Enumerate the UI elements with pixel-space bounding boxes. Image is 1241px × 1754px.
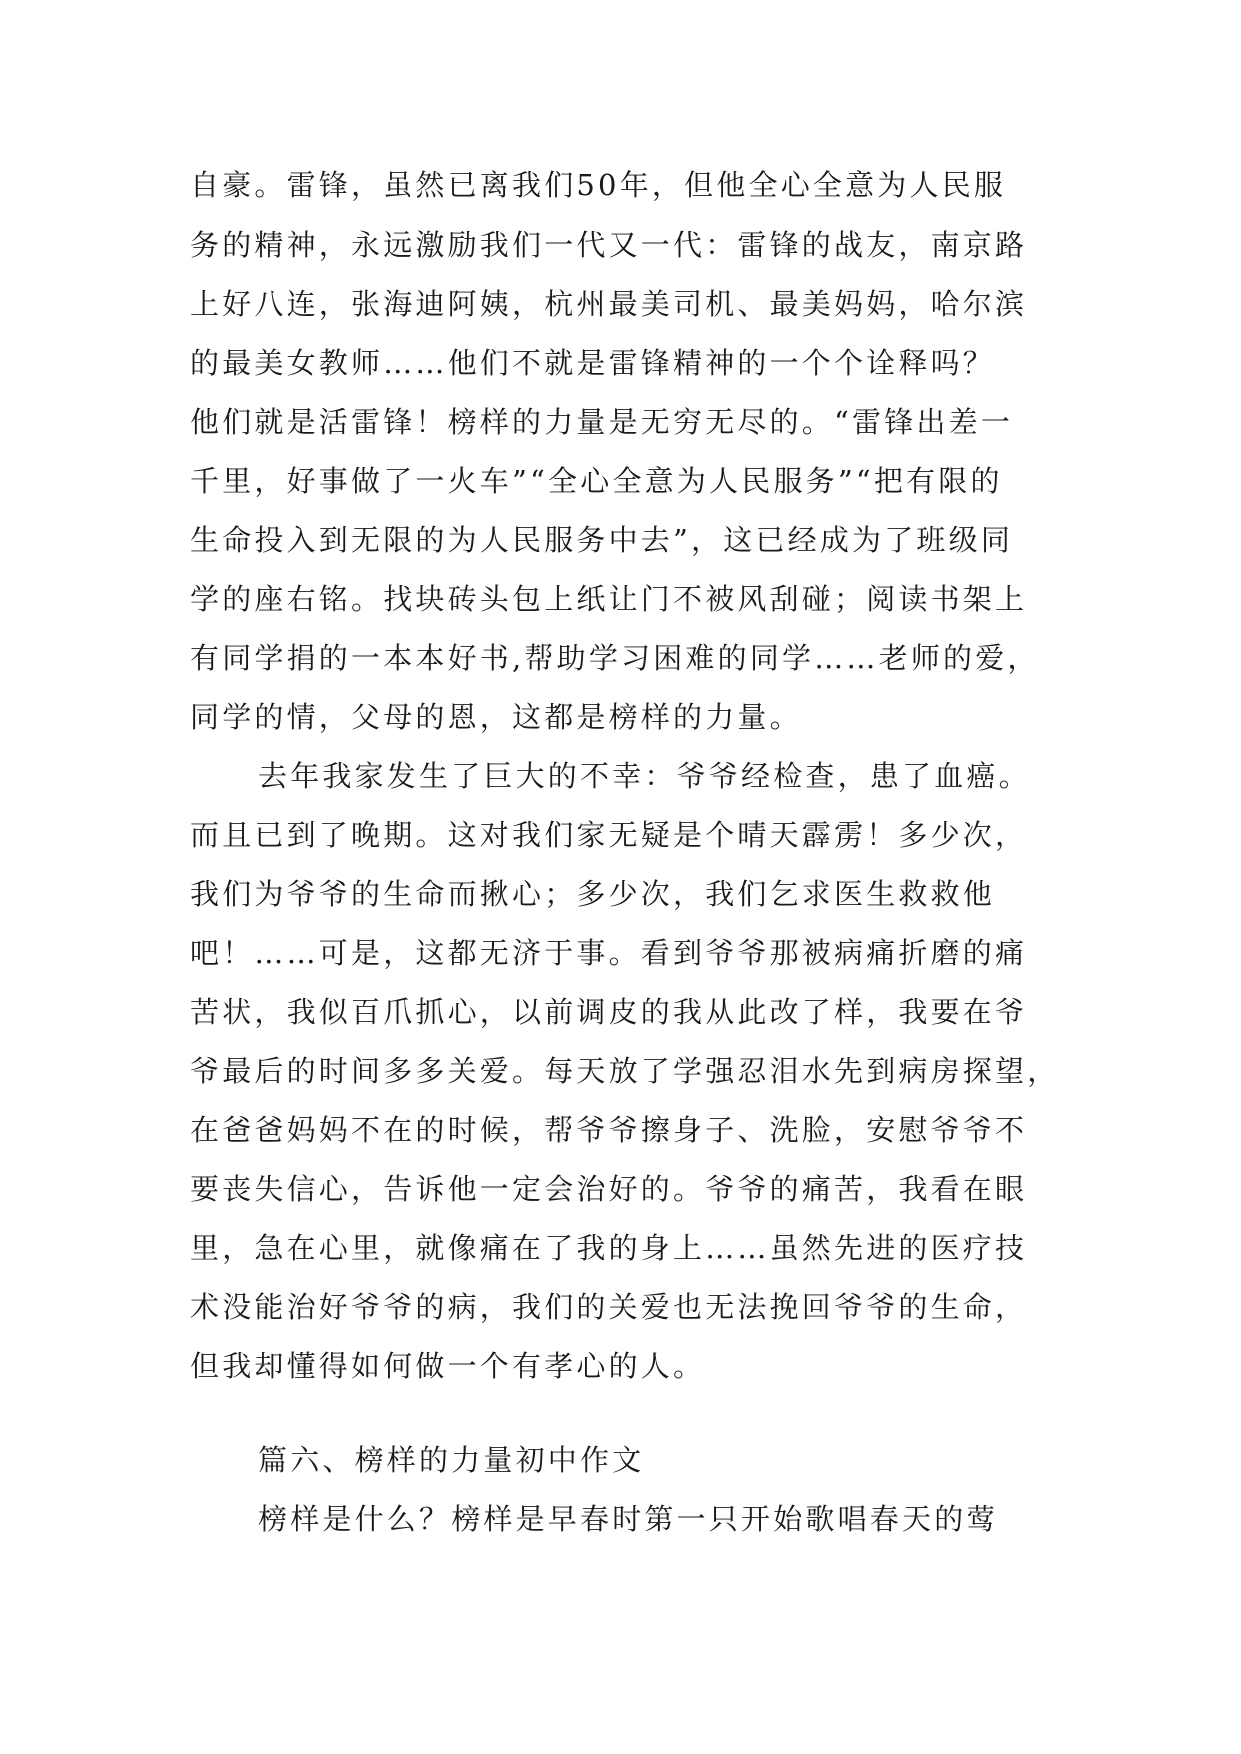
- text-line: 苦状，我似百爪抓心，以前调皮的我从此改了样，我要在爷: [190, 995, 1028, 1029]
- text-line: 吧！……可是，这都无济于事。看到爷爷那被病痛折磨的痛: [190, 936, 1028, 970]
- text-line: 的最美女教师……他们不就是雷锋精神的一个个诠释吗？: [190, 346, 996, 380]
- text-line: 他们就是活雷锋！榜样的力量是无穷无尽的。“雷锋出差一: [190, 405, 1014, 439]
- text-line: 而且已到了晚期。这对我们家无疑是个晴天霹雳！多少次，: [190, 818, 1028, 852]
- text-line: 但我却懂得如何做一个有孝心的人。: [190, 1349, 706, 1383]
- text-line: 学的座右铭。找块砖头包上纸让门不被风刮碰；阅读书架上: [190, 582, 1028, 616]
- text-line: 生命投入到无限的为人民服务中去”，这已经成为了班级同: [190, 523, 1014, 557]
- text-line: 自豪。雷锋，虽然已离我们50年，但他全心全意为人民服: [190, 168, 1007, 202]
- text-line: 务的精神，永远激励我们一代又一代：雷锋的战友，南京路: [190, 228, 1028, 262]
- text-line: 在爸爸妈妈不在的时候，帮爷爷擦身子、洗脸，安慰爷爷不: [190, 1113, 1028, 1147]
- text-line: 术没能治好爷爷的病，我们的关爱也无法挽回爷爷的生命，: [190, 1290, 1028, 1324]
- paragraph-first-line: 去年我家发生了巨大的不幸：爷爷经检查，患了血癌。: [258, 759, 1031, 793]
- text-line: 我们为爷爷的生命而揪心；多少次，我们乞求医生救救他: [190, 877, 996, 911]
- text-line: 里，急在心里，就像痛在了我的身上……虽然先进的医疗技: [190, 1231, 1028, 1265]
- text-line: 同学的情，父母的恩，这都是榜样的力量。: [190, 700, 802, 734]
- paragraph-first-line: 榜样是什么？榜样是早春时第一只开始歌唱春天的莺: [258, 1502, 999, 1536]
- text-line: 爷最后的时间多多关爱。每天放了学强忍泪水先到病房探望，: [190, 1054, 1060, 1088]
- text-line: 千里，好事做了一火车”“全心全意为人民服务”“把有限的: [190, 464, 1003, 498]
- section-heading: 篇六、榜样的力量初中作文: [258, 1443, 645, 1477]
- text-line: 上好八连，张海迪阿姨，杭州最美司机、最美妈妈，哈尔滨: [190, 287, 1028, 321]
- text-line: 有同学捐的一本本好书,帮助学习困难的同学……老师的爱，: [190, 641, 1040, 675]
- text-line: 要丧失信心，告诉他一定会治好的。爷爷的痛苦，我看在眼: [190, 1172, 1028, 1206]
